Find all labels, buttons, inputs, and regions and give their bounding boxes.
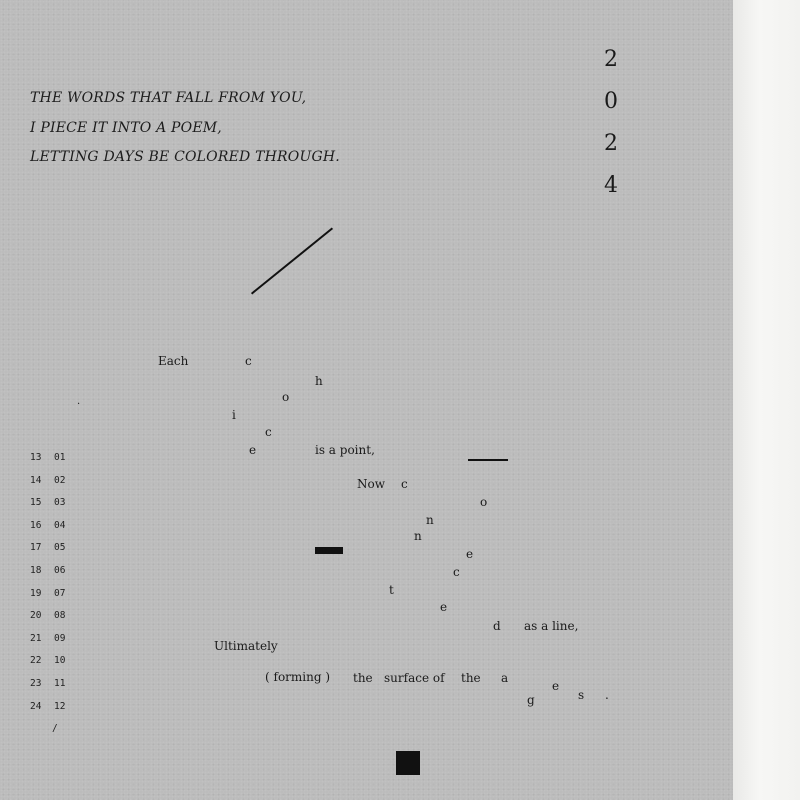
date-row: 18 06: [30, 564, 66, 576]
letter: c: [245, 354, 252, 368]
letter: e: [552, 679, 560, 693]
word-forming: ( forming ): [265, 670, 331, 684]
dot-mark: .: [605, 688, 609, 702]
date-row: 24 12: [30, 700, 66, 712]
background-wall: [733, 0, 800, 800]
date-row: 19 07: [30, 587, 66, 599]
year-digit: 0: [604, 89, 618, 114]
word-ultimately: Ultimately: [214, 639, 278, 653]
letter: e: [466, 547, 474, 561]
phrase-surface-of: surface of: [384, 671, 445, 685]
short-line: [468, 459, 508, 461]
year-digit: 4: [604, 173, 618, 198]
letter: s: [578, 688, 585, 702]
letter: i: [232, 408, 236, 422]
word-the: the: [353, 671, 373, 685]
poem-line-2: I PIECE IT INTO A POEM,: [30, 120, 222, 136]
thick-dash-block: [315, 547, 343, 554]
year-digit: 2: [604, 131, 618, 156]
letter: h: [315, 374, 323, 388]
word-now: Now: [357, 477, 385, 491]
dot-mark: .: [77, 396, 81, 407]
phrase-is-a-point: is a point,: [315, 443, 375, 457]
letter: n: [414, 529, 422, 543]
letter: t: [389, 583, 394, 597]
date-row: 14 02: [30, 474, 66, 486]
date-end-mark: /: [52, 723, 58, 735]
letter: c: [265, 425, 272, 439]
letter: g: [527, 693, 535, 707]
date-row: 13 01: [30, 452, 66, 463]
poem-line-1: THE WORDS THAT FALL FROM YOU,: [30, 90, 307, 106]
letter: e: [249, 443, 257, 457]
date-row: 20 08: [30, 610, 66, 622]
date-row: 16 04: [30, 519, 66, 531]
date-row: 17 05: [30, 542, 66, 554]
letter: c: [453, 565, 460, 579]
date-row: 15 03: [30, 497, 66, 509]
letter: d: [493, 619, 501, 633]
date-row: 23 11: [30, 677, 66, 689]
phrase-as-a-line: as a line,: [524, 619, 579, 633]
word-the: the: [461, 671, 481, 685]
letter: n: [426, 513, 434, 527]
letter: a: [501, 671, 509, 685]
date-row: 22 10: [30, 655, 66, 667]
year-digit: 2: [604, 47, 618, 72]
letter: c: [401, 477, 408, 491]
black-square: [396, 751, 420, 775]
diagonal-slash-line: [251, 227, 333, 294]
letter: o: [282, 390, 290, 404]
poem-line-3: LETTING DAYS BE COLORED THROUGH.: [30, 149, 340, 165]
letter: e: [440, 600, 448, 614]
word-each: Each: [158, 354, 189, 368]
date-row: 21 09: [30, 632, 66, 644]
letter: o: [480, 495, 488, 509]
date-list: [30, 452, 78, 746]
